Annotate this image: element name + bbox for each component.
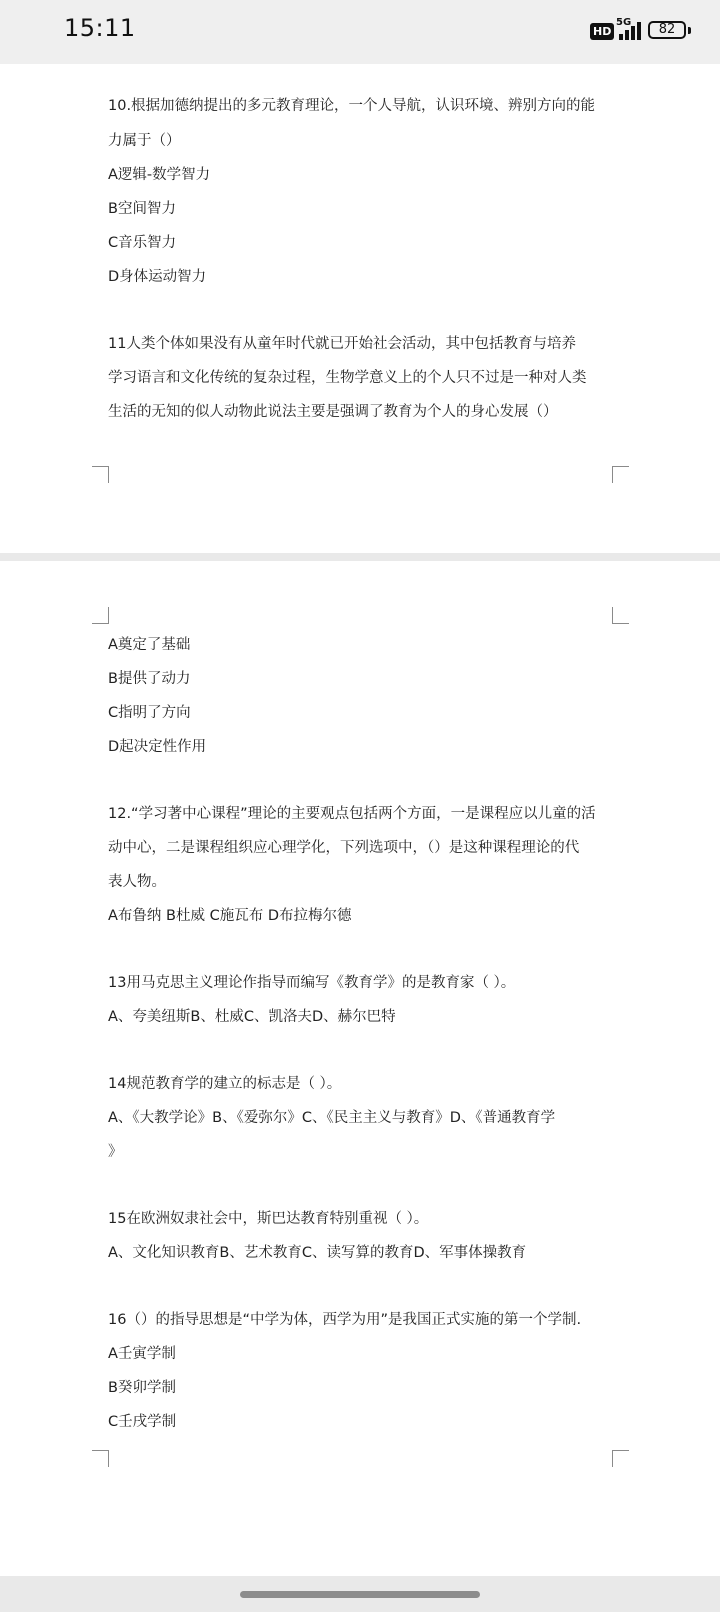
- text-line: 表人物。: [108, 874, 166, 890]
- document-page: [0, 561, 720, 1576]
- text-line: C壬戌学制: [108, 1414, 177, 1430]
- text-line: 15在欧洲奴隶社会中，斯巴达教育特别重视（ ）。: [108, 1211, 429, 1227]
- text-line: 力属于（）: [108, 133, 181, 149]
- text-line: D身体运动智力: [108, 269, 207, 285]
- text-line: A、夸美纽斯B、杜威C、凯洛夫D、赫尔巴特: [108, 1009, 396, 1025]
- battery-icon: [648, 21, 686, 39]
- battery-tip: [688, 27, 691, 34]
- text-line: A布鲁纳 B杜威 C施瓦布 D布拉梅尔德: [108, 908, 352, 924]
- text-line: 12.“学习著中心课程”理论的主要观点包括两个方面，一是课程应以儿童的活: [108, 806, 596, 822]
- crop-mark-bottom-left: [92, 466, 109, 483]
- text-line: 14规范教育学的建立的标志是（ ）。: [108, 1076, 342, 1092]
- battery-level: 82: [658, 22, 676, 37]
- text-line: A、文化知识教育B、艺术教育C、读写算的教育D、军事体操教育: [108, 1245, 527, 1261]
- crop-mark-top-right: [612, 607, 629, 624]
- text-line: 学习语言和文化传统的复杂过程，生物学意义上的个人只不过是一种对人类: [108, 370, 587, 386]
- crop-mark-bottom-right: [612, 466, 629, 483]
- status-bar: [0, 0, 720, 64]
- text-line: A奠定了基础: [108, 637, 191, 653]
- text-line: 动中心，二是课程组织应心理学化，下列选项中，（）是这种课程理论的代: [108, 840, 580, 856]
- text-line: 13用马克思主义理论作指导而编写《教育学》的是教育家（ ）。: [108, 975, 516, 991]
- text-line: C音乐智力: [108, 235, 177, 251]
- crop-mark-bottom-right: [612, 1450, 629, 1467]
- text-line: 生活的无知的似人动物此说法主要是强调了教育为个人的身心发展（）: [108, 404, 558, 420]
- status-time: 15:11: [64, 14, 136, 42]
- document-page: [0, 64, 720, 553]
- crop-mark-bottom-left: [92, 1450, 109, 1467]
- text-line: B空间智力: [108, 201, 176, 217]
- text-line: 10.根据加德纳提出的多元教育理论，一个人导航，认识环境、辨别方向的能: [108, 98, 596, 114]
- text-line: A、《大教学论》B、《爱弥尔》C、《民主主义与教育》D、《普通教育学: [108, 1110, 556, 1126]
- signal-bars-icon: [618, 21, 644, 41]
- text-line: B癸卯学制: [108, 1380, 176, 1396]
- text-line: C指明了方向: [108, 705, 191, 721]
- text-line: D起决定性作用: [108, 739, 207, 755]
- home-indicator[interactable]: [240, 1591, 480, 1598]
- text-line: A壬寅学制: [108, 1346, 176, 1362]
- crop-mark-top-left: [92, 607, 109, 624]
- network-type: 5G: [616, 17, 632, 28]
- text-line: 16（）的指导思想是“中学为体，西学为用”是我国正式实施的第一个学制.: [108, 1312, 582, 1328]
- text-line: 11人类个体如果没有从童年时代就已开始社会活动，其中包括教育与培养: [108, 336, 576, 352]
- text-line: B提供了动力: [108, 671, 191, 687]
- text-line: A逻辑-数学智力: [108, 167, 211, 183]
- text-line: 》: [108, 1144, 123, 1160]
- hd-badge: HD: [590, 23, 614, 40]
